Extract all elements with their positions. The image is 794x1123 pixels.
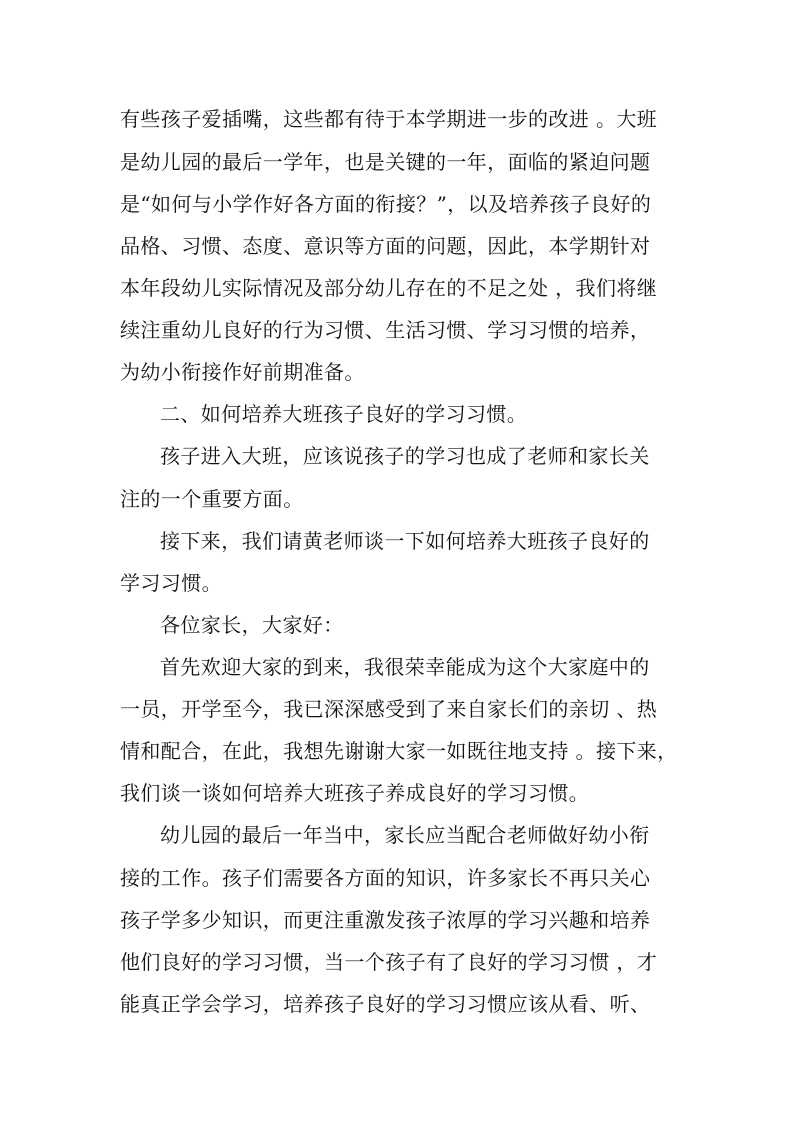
text-line: 学习习惯。	[120, 571, 222, 595]
text-line: 是“如何与小学作好各方面的衔接？”，以及培养孩子良好的	[120, 192, 652, 216]
text-line: 有些孩子爱插嘴，这些都有待于本学期进一步的改进 。大班	[120, 107, 658, 131]
text-line: 接下来，我们请黄老师谈一下如何培养大班孩子良好的	[160, 529, 650, 553]
text-line: 接的工作。孩子们需要各方面的知识，许多家长不再只关心	[120, 866, 651, 890]
text-line: 注的一个重要方面。	[120, 487, 304, 511]
text-line: 续注重幼儿良好的行为习惯、生活习惯、学习习惯的培养，	[120, 318, 651, 342]
text-line: 品格、习惯、态度、意识等方面的问题，因此，本学期针对	[120, 234, 651, 258]
text-line: 是幼儿园的最后一学年，也是关键的一年，面临的紧迫问题	[120, 150, 651, 174]
text-line: 一员，开学至今，我已深深感受到了来自家长们的亲切 、热	[120, 697, 658, 721]
text-line: 孩子学多少知识，而更注重激发孩子浓厚的学习兴趣和培养	[120, 908, 651, 932]
text-line: 我们谈一谈如何培养大班孩子养成良好的学习习惯。	[120, 781, 590, 805]
greeting-line: 各位家长，大家好：	[160, 613, 344, 637]
section-heading: 二、如何培养大班孩子良好的学习习惯。	[160, 402, 528, 426]
text-line: 为幼小衔接作好前期准备。	[120, 360, 365, 384]
text-line: 情和配合，在此，我想先谢谢大家一如既往地支持 。接下来，	[120, 739, 678, 763]
text-line: 孩子进入大班，应该说孩子的学习也成了老师和家长关	[160, 444, 650, 468]
text-line: 本年段幼儿实际情况及部分幼儿存在的不足之处 ，我们将继	[120, 276, 658, 300]
text-line: 能真正学会学习，培养孩子良好的学习习惯应该从看、听、	[120, 992, 651, 1016]
text-line: 幼儿园的最后一年当中，家长应当配合老师做好幼小衔	[160, 823, 650, 847]
text-line: 首先欢迎大家的到来，我很荣幸能成为这个大家庭中的	[160, 655, 650, 679]
text-line: 他们良好的学习习惯，当一个孩子有了良好的学习习惯 ，才	[120, 950, 658, 974]
